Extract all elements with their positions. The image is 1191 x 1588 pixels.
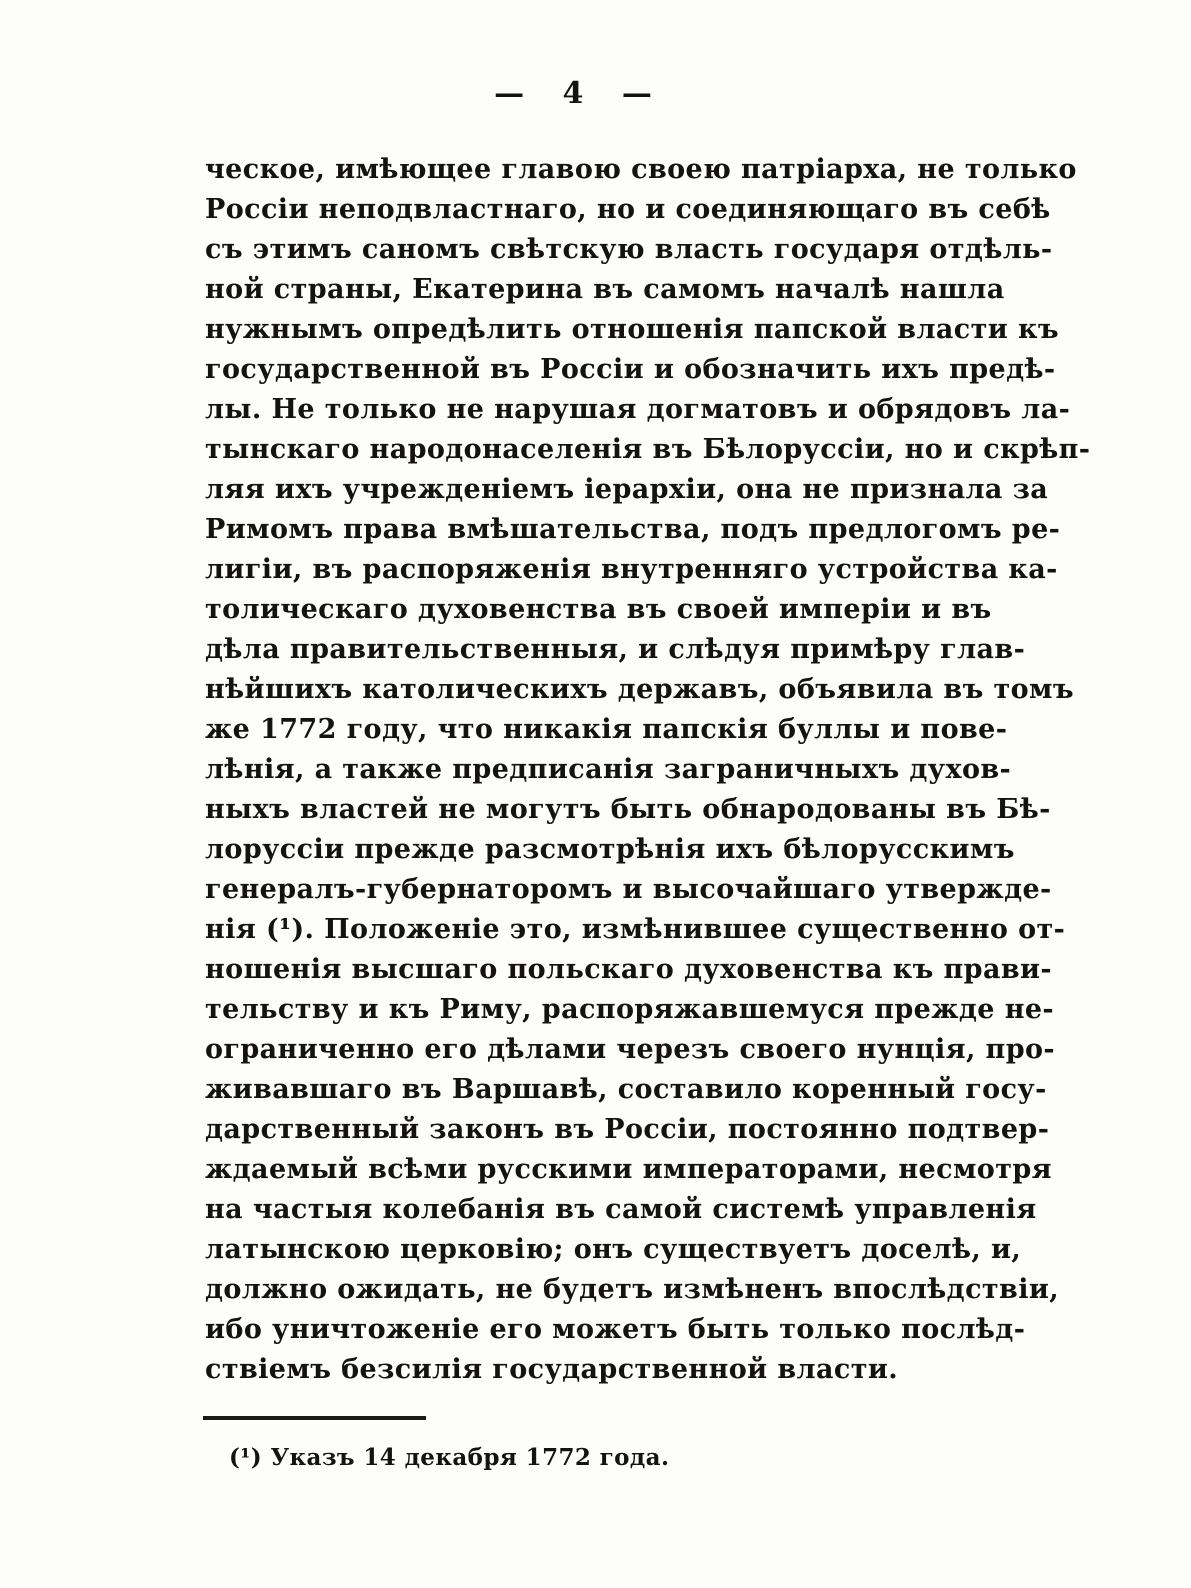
text-line: ждаемый всѣми русскими императорами, несмотря xyxy=(205,1154,1052,1185)
text-line: дѣла правительственныя, и слѣдуя примѣру глав- xyxy=(205,634,1026,665)
text-line: ческое, имѣющее главою своею патріарха, не только xyxy=(205,154,1077,185)
text-line: генералъ-губернаторомъ и высочайшаго утвержде- xyxy=(205,874,1052,905)
page-number-header: — 4 — xyxy=(494,76,653,111)
text-line: ствіемъ безсилія государственной власти. xyxy=(205,1354,899,1385)
text-line: Римомъ права вмѣшательства, подъ предлогомъ ре- xyxy=(205,514,1061,545)
text-line: на частыя колебанія въ самой системѣ управленія xyxy=(205,1194,1037,1225)
text-line: нѣйшихъ католическихъ державъ, объявила въ томъ xyxy=(205,674,1074,705)
text-line: лы. Не только не нарушая догматовъ и обрядовъ ла- xyxy=(205,394,1071,425)
text-line: должно ожидать, не будетъ измѣненъ впослѣдствіи, xyxy=(205,1274,1060,1305)
text-line: толическаго духовенства въ своей имперіи и въ xyxy=(205,594,992,625)
text-line: ограниченно его дѣлами черезъ своего нунція, про- xyxy=(205,1034,1056,1065)
text-line: дарственный законъ въ Россіи, постоянно подтвер- xyxy=(205,1114,1050,1145)
text-line: латынскою церковію; онъ существуетъ доселѣ, и, xyxy=(205,1234,1022,1265)
text-line: же 1772 году, что никакія папскія буллы и пове- xyxy=(205,714,1008,745)
text-line: ляя ихъ учрежденіемъ іерархіи, она не признала за xyxy=(205,474,1049,505)
text-line: лигіи, въ распоряженія внутренняго устройства ка- xyxy=(205,554,1058,585)
text-line: государственной въ Россіи и обозначить ихъ предѣ- xyxy=(205,354,1056,385)
text-line: ныхъ властей не могутъ быть обнародованы въ Бѣ- xyxy=(205,794,1051,825)
text-line: съ этимъ саномъ свѣтскую власть государя отдѣль- xyxy=(205,234,1053,265)
text-line: тынскаго народонаселенія въ Бѣлоруссіи, но и скрѣп- xyxy=(205,434,1091,465)
footnote-text: (¹) Указъ 14 декабря 1772 года. xyxy=(229,1444,670,1471)
text-line: живавшаго въ Варшавѣ, составило коренный госу- xyxy=(205,1074,1047,1105)
text-line: ношенія высшаго польскаго духовенства къ прави- xyxy=(205,954,1053,985)
text-line: ибо уничтоженіе его можетъ быть только послѣд- xyxy=(205,1314,1026,1345)
text-line: ной страны, Екатерина въ самомъ началѣ нашла xyxy=(205,274,1005,305)
body-text-block xyxy=(205,150,1091,1390)
text-line: Россіи неподвластнаго, но и соединяющаго въ себѣ xyxy=(205,194,1051,225)
text-line: лѣнія, а также предписанія заграничныхъ духов- xyxy=(205,754,1012,785)
text-line: тельству и къ Риму, распоряжавшемуся прежде не- xyxy=(205,994,1055,1025)
footnote-separator xyxy=(203,1416,426,1420)
text-line: нужнымъ опредѣлить отношенія папской власти къ xyxy=(205,314,1059,345)
text-line: нія (¹). Положеніе это, измѣнившее существенно от- xyxy=(205,914,1066,945)
text-line: лоруссіи прежде разсмотрѣнія ихъ бѣлорусскимъ xyxy=(205,834,1015,865)
